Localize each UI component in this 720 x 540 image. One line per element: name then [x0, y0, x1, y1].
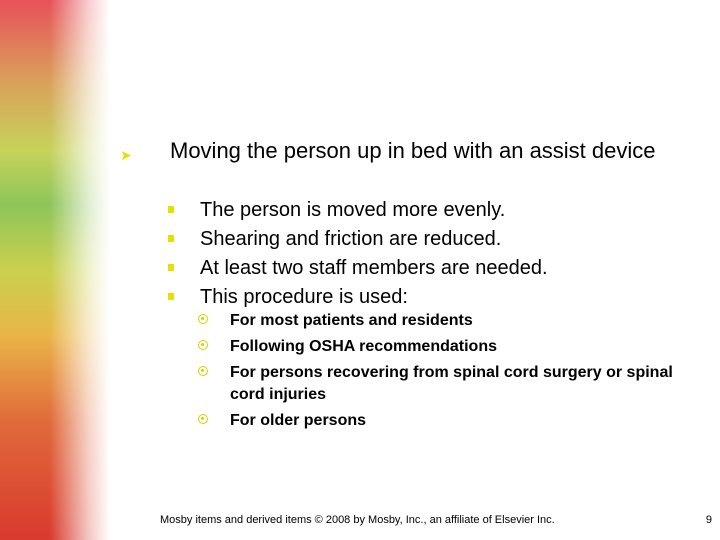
- square-bullet-icon: [168, 264, 174, 271]
- decorative-gradient-bar: [0, 0, 110, 540]
- list-item-text: At least two staff members are needed.: [200, 257, 548, 279]
- square-bullet-icon: [168, 235, 174, 242]
- list-item: [164, 254, 644, 283]
- target-bullet-icon: [198, 414, 208, 424]
- list-item: [196, 310, 706, 332]
- list-item-text: For most patients and residents: [230, 312, 473, 329]
- list-item-text: Following OSHA recommendations: [230, 338, 497, 355]
- list-item: [164, 283, 644, 312]
- list-item-text: The person is moved more evenly.: [200, 199, 506, 221]
- list-item-text: This procedure is used:: [200, 286, 408, 308]
- main-bullet: [120, 136, 660, 166]
- arrow-bullet-icon: ➤: [120, 147, 132, 163]
- list-item: [196, 362, 706, 406]
- square-bullet-icon: [168, 293, 174, 300]
- list-item: [196, 336, 706, 358]
- square-bullet-icon: [168, 206, 174, 213]
- list-item-text: For persons recovering from spinal cord surgery or spinal cord injuries: [230, 364, 673, 403]
- main-heading: Moving the person up in bed with an assist device: [170, 138, 656, 163]
- copyright-footer: Mosby items and derived items © 2008 by Mosby, Inc., an affiliate of Elsevier Inc.: [160, 514, 555, 526]
- page-number: 9: [705, 514, 712, 526]
- list-item: [196, 410, 706, 432]
- list-item: [164, 196, 644, 225]
- list-item: [164, 225, 644, 254]
- target-bullet-icon: [198, 366, 208, 376]
- sub-sub-bullet-list: [196, 310, 706, 436]
- sub-bullet-list: [164, 196, 644, 312]
- list-item-text: Shearing and friction are reduced.: [200, 228, 502, 250]
- target-bullet-icon: [198, 314, 208, 324]
- list-item-text: For older persons: [230, 412, 367, 429]
- target-bullet-icon: [198, 340, 208, 350]
